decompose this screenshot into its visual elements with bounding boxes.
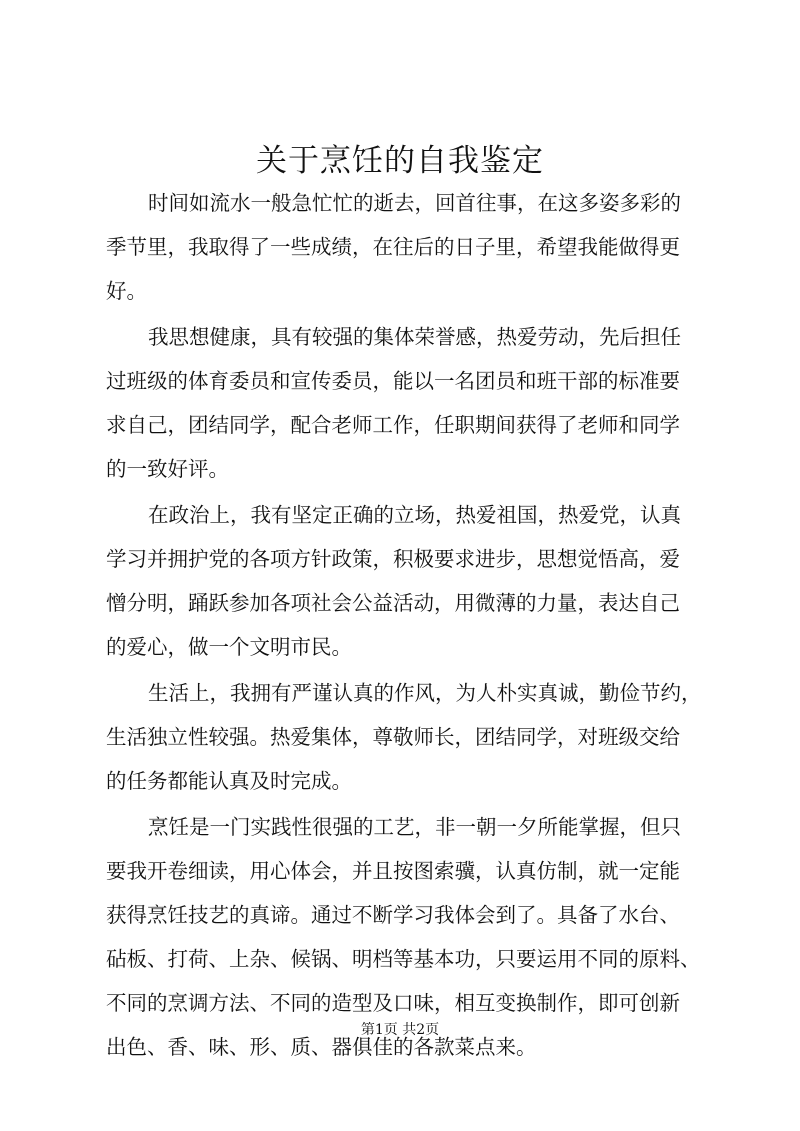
paragraph-line: 不同的烹调方法、不同的造型及口味，相互变换制作，即可创新	[106, 991, 680, 1015]
paragraph-line: 砧板、打荷、上杂、候锅、明档等基本功，只要运用不同的原料、	[106, 947, 701, 971]
paragraph-line: 要我开卷细读，用心体会，并且按图索骥，认真仿制，就一定能	[106, 859, 680, 883]
paragraph-line: 的爱心，做一个文明市民。	[106, 635, 352, 659]
page-number-label: 第1页 共2页	[360, 1022, 440, 1038]
paragraph-3	[106, 493, 710, 669]
paragraph-1	[106, 181, 710, 313]
paragraph-line: 学习并拥护党的各项方针政策，积极要求进步，思想觉悟高，爱	[106, 547, 680, 571]
page-footer	[0, 1020, 800, 1040]
paragraph-line: 我思想健康，具有较强的集体荣誉感，热爱劳动，先后担任	[148, 325, 681, 349]
paragraph-line: 时间如流水一般急忙忙的逝去，回首往事，在这多姿多彩的	[148, 191, 681, 215]
paragraph-4	[106, 671, 710, 803]
paragraph-line: 烹饪是一门实践性很强的工艺，非一朝一夕所能掌握，但只	[148, 815, 681, 839]
paragraph-line: 好。	[106, 279, 147, 303]
paragraph-line: 的任务都能认真及时完成。	[106, 769, 352, 793]
paragraph-line: 生活独立性较强。热爱集体，尊敬师长，团结同学，对班级交给	[106, 725, 680, 749]
paragraph-line: 出色、香、味、形、质、器俱佳的各款菜点来。	[106, 1035, 537, 1059]
paragraph-line: 获得烹饪技艺的真谛。通过不断学习我体会到了。具备了水台、	[106, 903, 680, 927]
document-body	[106, 181, 710, 1071]
paragraph-line: 求自己，团结同学，配合老师工作，任职期间获得了老师和同学	[106, 413, 680, 437]
document-title: 关于烹饪的自我鉴定	[256, 143, 544, 179]
paragraph-line: 在政治上，我有坚定正确的立场，热爱祖国，热爱党，认真	[148, 503, 681, 527]
paragraph-line: 生活上，我拥有严谨认真的作风，为人朴实真诚，勤俭节约，	[148, 681, 702, 705]
paragraph-2	[106, 315, 710, 491]
paragraph-line: 的一致好评。	[106, 457, 229, 481]
paragraph-line: 季节里，我取得了一些成绩，在往后的日子里，希望我能做得更	[106, 235, 680, 259]
paragraph-line: 憎分明，踊跃参加各项社会公益活动，用微薄的力量，表达自己	[106, 591, 680, 615]
paragraph-line: 过班级的体育委员和宣传委员，能以一名团员和班干部的标准要	[106, 369, 680, 393]
